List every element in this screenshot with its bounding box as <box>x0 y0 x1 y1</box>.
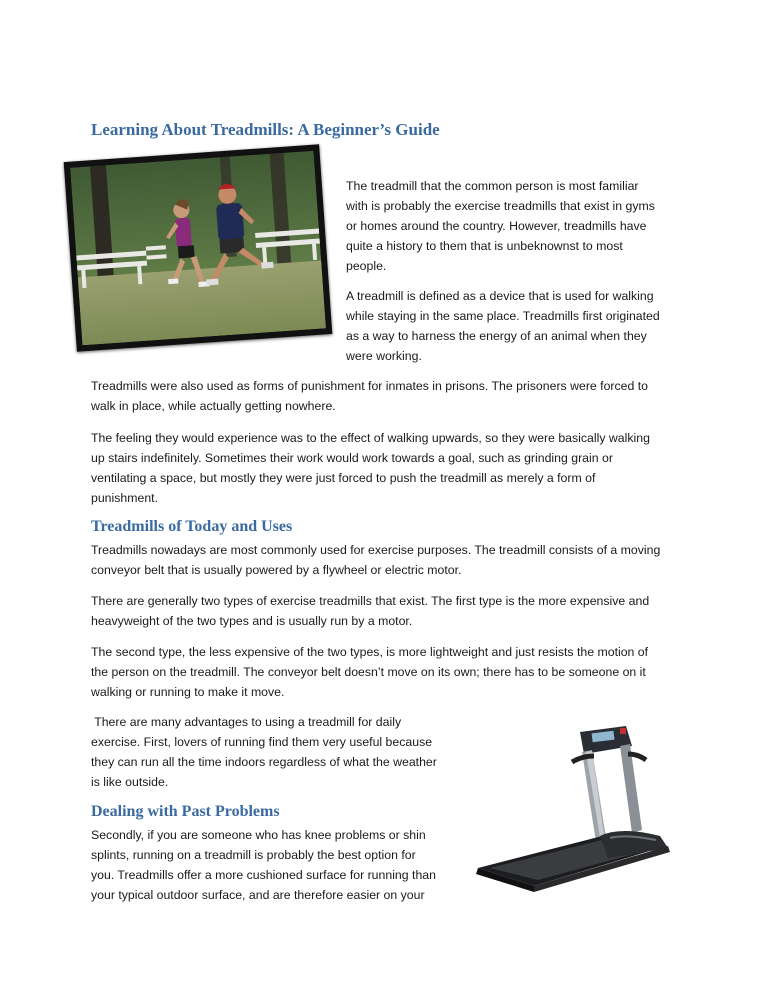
text-line: Treadmills nowadays are most commonly used for exercise purposes. The treadmill consists of a moving <box>91 543 661 557</box>
page-title: Learning About Treadmills: A Beginner’s Guide <box>91 120 440 139</box>
text-line: you. Treadmills offer a more cushioned surface for running than <box>91 868 436 882</box>
section-heading-past-problems: Dealing with Past Problems <box>91 803 280 820</box>
text-line: people. <box>346 259 387 273</box>
text-line: heavyweight of the two types and is usually run by a motor. <box>91 614 413 628</box>
joggers-photo-icon <box>70 151 326 346</box>
text-line: Secondly, if you are someone who has knee problems or shin <box>91 828 426 842</box>
text-line: quite a history to them that is unbeknownst to most <box>346 239 623 253</box>
text-line: splints, running on a treadmill is probably the best option for <box>91 848 416 862</box>
treadmill-photo-icon <box>460 718 680 898</box>
text-line: or homes around the country. However, treadmills have <box>346 219 647 233</box>
text-line: The second type, the less expensive of the two types, is more lightweight and just resists the motion of <box>91 645 649 659</box>
text-line: is like outside. <box>91 775 169 789</box>
text-line: There are many advantages to using a treadmill for daily <box>91 715 402 729</box>
text-line: exercise. First, lovers of running find them very useful because <box>91 735 433 749</box>
text-line: as a way to harness the energy of an animal when they <box>346 329 647 343</box>
section-heading-today: Treadmills of Today and Uses <box>91 518 293 535</box>
text-line: walk in place, while actually getting nowhere. <box>91 399 336 413</box>
joggers-photo <box>64 144 333 351</box>
text-line: up stairs indefinitely. Sometimes their work would work towards a goal, such as grinding grain or <box>91 451 613 465</box>
text-line: The feeling they would experience was to the effect of walking upwards, so they were basically walking <box>91 431 650 445</box>
text-line: while staying in the same place. Treadmills first originated <box>346 309 660 323</box>
text-line: walking or running to make it move. <box>91 685 285 699</box>
text-line: There are generally two types of exercise treadmills that exist. The first type is the more expensive and <box>91 594 650 608</box>
text-line: your typical outdoor surface, and are therefore easier on your <box>91 888 425 902</box>
text-line: conveyor belt that is usually powered by a flywheel or electric motor. <box>91 563 462 577</box>
text-line: ventilating a space, but mostly they were just forced to push the treadmill as merely a form of <box>91 471 596 485</box>
text-line: they can run all the time indoors regardless of what the weather <box>91 755 437 769</box>
text-line: The treadmill that the common person is most familiar <box>346 179 639 193</box>
text-line: were working. <box>346 349 422 363</box>
text-line: punishment. <box>91 491 158 505</box>
text-line: A treadmill is defined as a device that is used for walking <box>346 289 654 303</box>
text-line: Treadmills were also used as forms of punishment for inmates in prisons. The prisoners were forced to <box>91 379 649 393</box>
text-line: with is probably the exercise treadmills that exist in gyms <box>346 199 655 213</box>
treadmill-photo <box>460 718 680 903</box>
text-line: the person on the treadmill. The conveyor belt doesn’t move on its own; there has to be someone on it <box>91 665 646 679</box>
